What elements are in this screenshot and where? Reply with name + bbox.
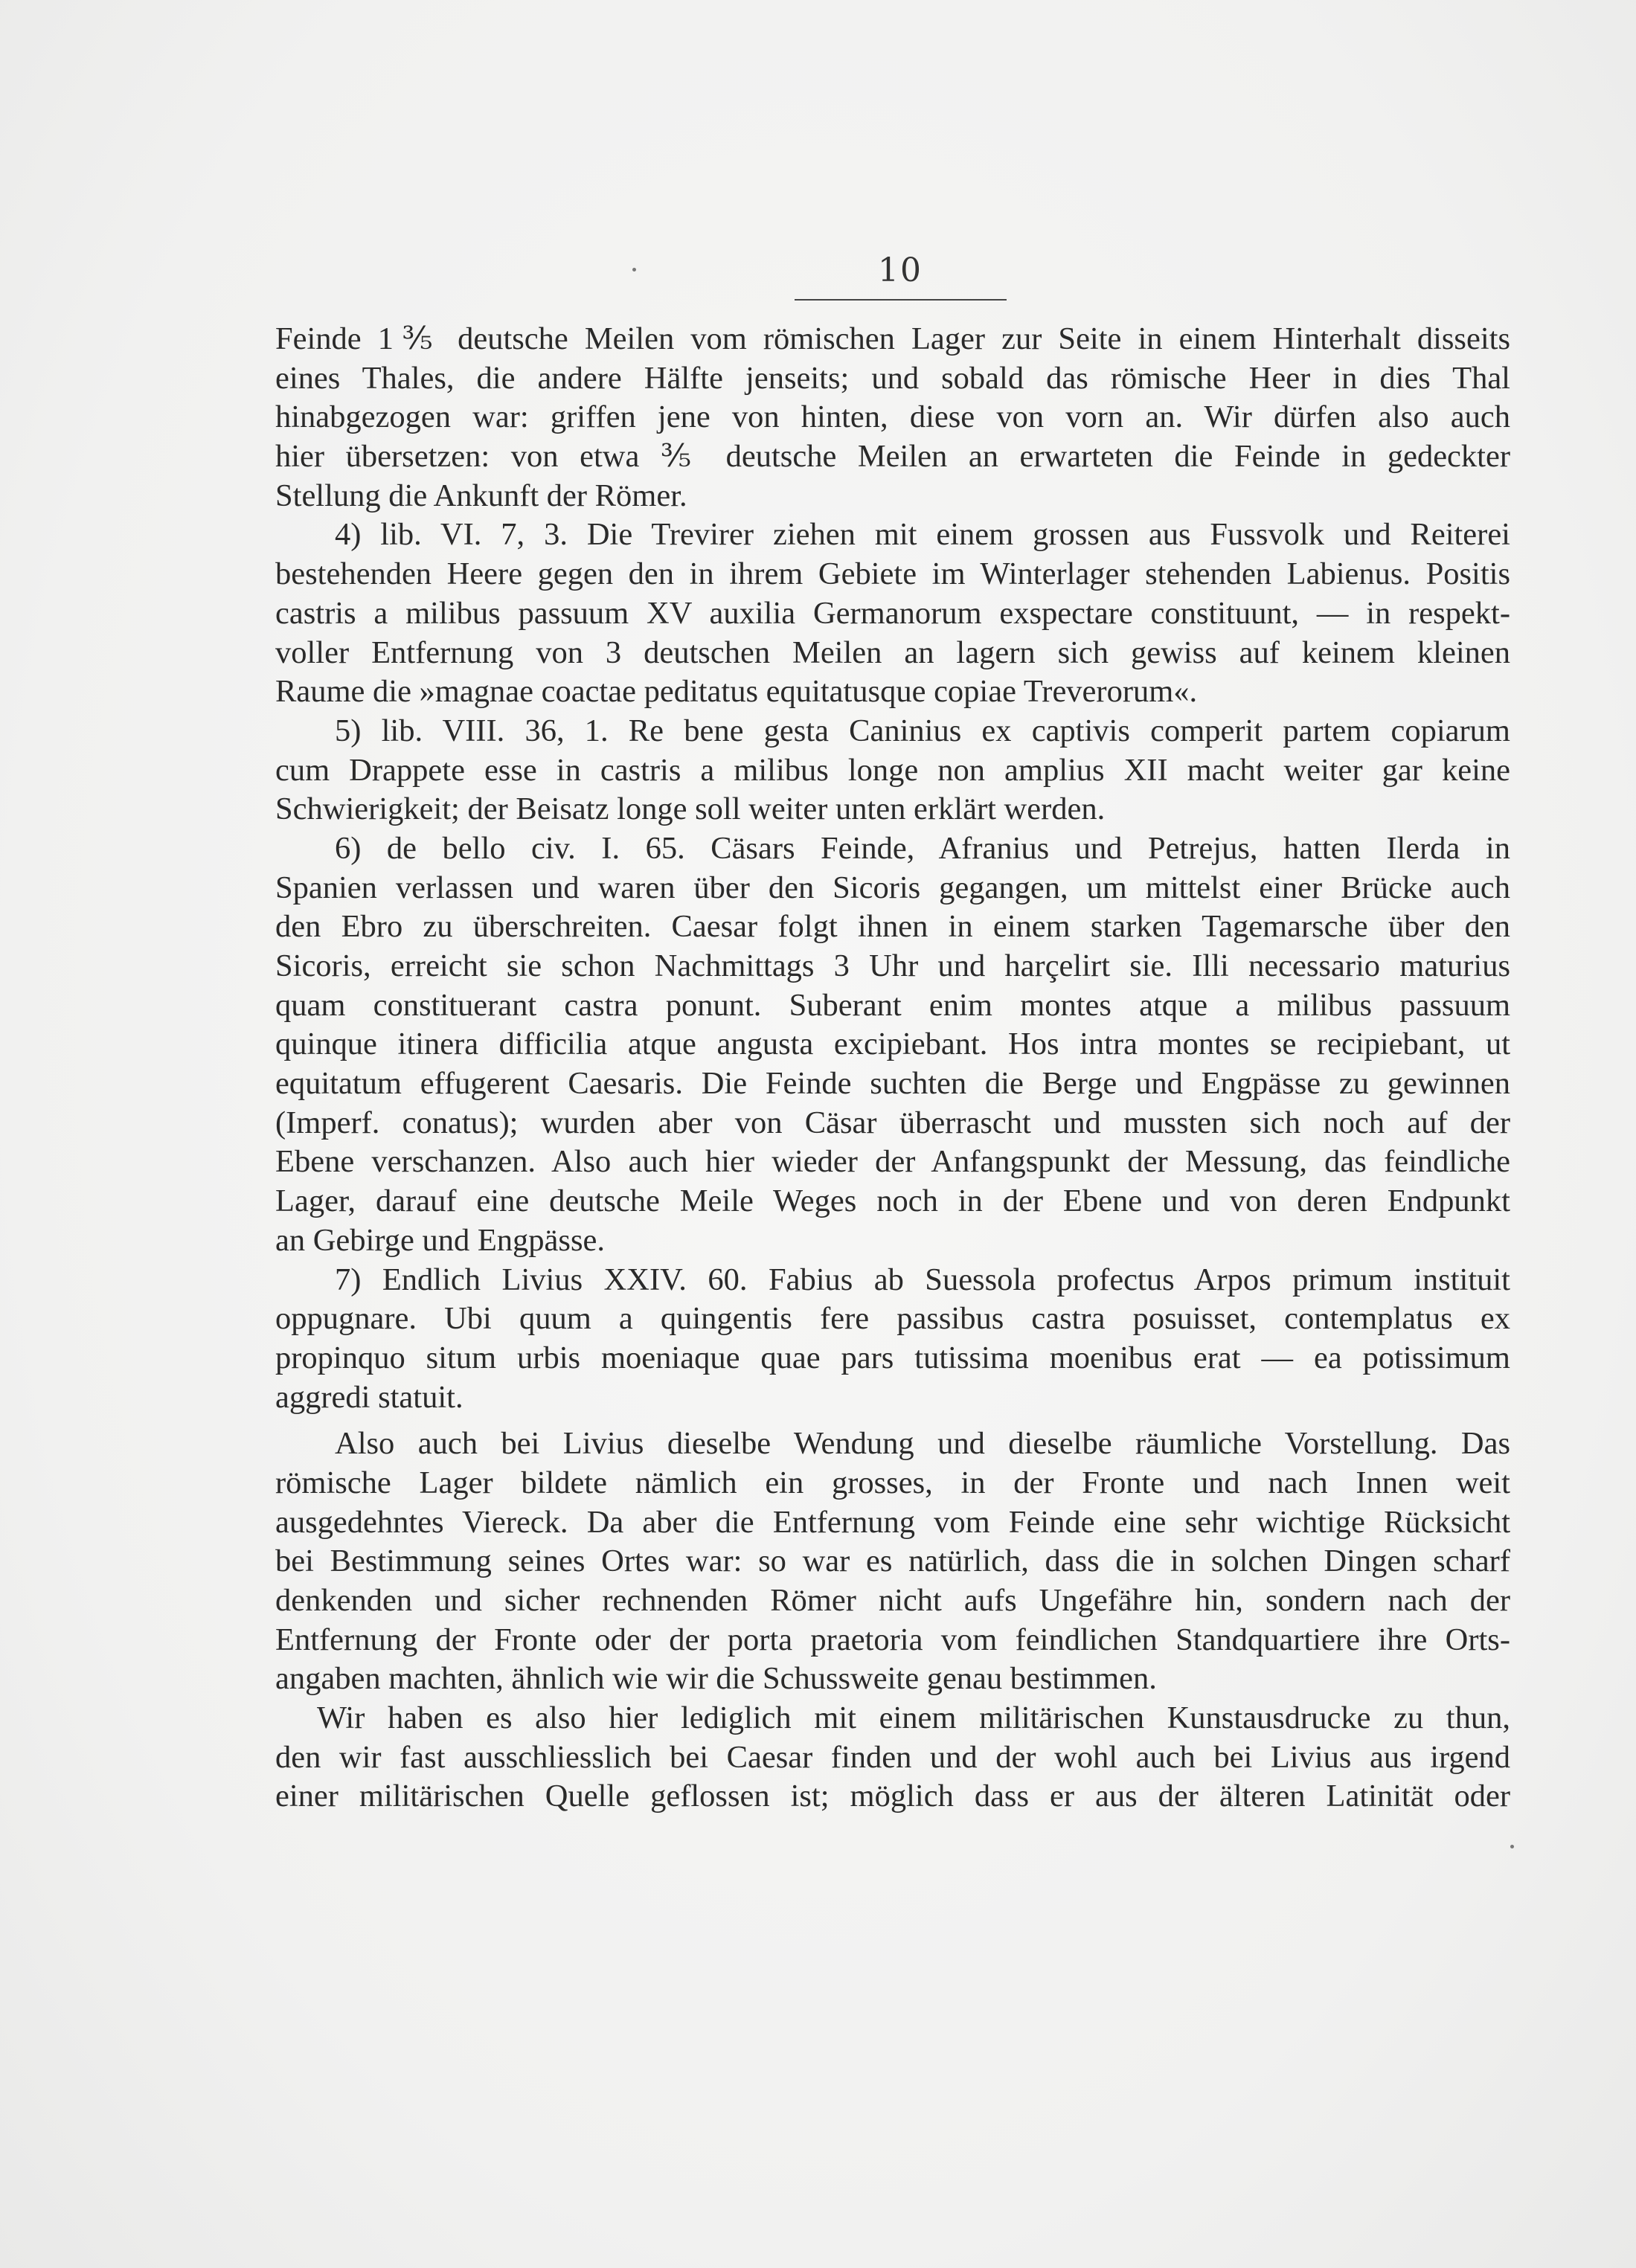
text-line: cum Drappete esse in castris a milibus longe non amplius XII macht weiter gar keine [275, 752, 1510, 788]
text-line: einer militärischen Quelle geflossen ist; möglich dass er aus der älteren Latinität oder [275, 1779, 1510, 1814]
text-line: equitatum effugerent Caesaris. Die Feinde suchten die Berge und Engpässe zu gewinnen [275, 1066, 1510, 1102]
text-line: oppugnare. Ubi quum a quingentis fere passibus castra posuisset, contemplatus ex [275, 1301, 1510, 1337]
text-line: aggredi statuit. [275, 1379, 463, 1415]
text-line: Wir haben es also hier lediglich mit einem militärischen Kunstausdrucke zu thun, [317, 1700, 1510, 1736]
text-line: Sicoris, erreicht sie schon Nachmittags 3 Uhr und harçelirt sie. Illi necessario maturius [275, 948, 1510, 983]
text-line: eines Thales, die andere Hälfte jenseits; und sobald das römische Heer in dies Thal [275, 360, 1510, 396]
text-line: Ebene verschanzen. Also auch hier wieder der Anfangspunkt der Messung, das feindliche [275, 1144, 1510, 1180]
text-line: Stellung die Ankunft der Römer. [275, 478, 687, 513]
text-line: 7) Endlich Livius XXIV. 60. Fabius ab Suessola profectus Arpos primum instituit [335, 1262, 1510, 1297]
text-line: 6) de bello civ. I. 65. Cäsars Feinde, Afranius und Petrejus, hatten Ilerda in [335, 830, 1510, 866]
text-line: bei Bestimmung seines Ortes war: so war es natürlich, dass die in solchen Dingen scharf [275, 1543, 1510, 1579]
text-line: Also auch bei Livius dieselbe Wendung und dieselbe räumliche Vorstellung. Das [335, 1426, 1510, 1462]
text-line: Raume die »magnae coactae peditatus equitatusque copiae Treverorum«. [275, 674, 1198, 710]
text-line: den wir fast ausschliesslich bei Caesar finden und der wohl auch bei Livius aus irgend [275, 1739, 1510, 1775]
text-line: Schwierigkeit; der Beisatz longe soll weiter unten erklärt werden. [275, 791, 1106, 827]
text-line: ausgedehntes Viereck. Da aber die Entfernung vom Feinde eine sehr wichtige Rücksicht [275, 1504, 1510, 1540]
body-text [275, 320, 1510, 1816]
speck-mark [632, 268, 636, 272]
text-line: Lager, darauf eine deutsche Meile Weges noch in der Ebene und von deren Endpunkt [275, 1183, 1510, 1219]
text-line: angaben machten, ähnlich wie wir die Schussweite genau bestimmen. [275, 1661, 1157, 1697]
text-line: voller Entfernung von 3 deutschen Meilen an lagern sich gewiss auf keinem kleinen [275, 635, 1510, 670]
text-line: propinquo situm urbis moeniaque quae pars tutissima moenibus erat — ea potissimum [275, 1340, 1510, 1375]
text-line: hinabgezogen war: griffen jene von hinten, diese von vorn an. Wir dürfen also auch [275, 399, 1510, 435]
text-line: 4) lib. VI. 7, 3. Die Trevirer ziehen mit einem grossen aus Fussvolk und Reiterei [335, 517, 1510, 553]
text-line: (Imperf. conatus); wurden aber von Cäsar überrascht und mussten sich noch auf der [275, 1105, 1510, 1140]
text-line: bestehenden Heere gegen den in ihrem Gebiete im Winterlager stehenden Labienus. Positis [275, 556, 1510, 592]
text-line: den Ebro zu überschreiten. Caesar folgt ihnen in einem starken Tagemarsche über den [275, 909, 1510, 945]
text-line: an Gebirge und Engpässe. [275, 1222, 605, 1258]
text-line: Feinde 1⅗ deutsche Meilen vom römischen Lager zur Seite in einem Hinterhalt disseits [275, 321, 1510, 356]
text-line: quam constituerant castra ponunt. Suberant enim montes atque a milibus passuum [275, 987, 1510, 1023]
text-line: römische Lager bildete nämlich ein grosses, in der Fronte und nach Innen weit [275, 1465, 1510, 1500]
text-line: castris a milibus passuum XV auxilia Germanorum exspectare constituunt, — in respekt- [275, 595, 1510, 631]
text-line: denkenden und sicher rechnenden Römer nicht aufs Ungefähre hin, sondern nach der [275, 1583, 1510, 1618]
text-line: Spanien verlassen und waren über den Sicoris gegangen, um mittelst einer Brücke auch [275, 870, 1510, 905]
text-line: hier übersetzen: von etwa ⅗ deutsche Meilen an erwarteten die Feinde in gedeckter [275, 439, 1510, 475]
text-line: 5) lib. VIII. 36, 1. Re bene gesta Caninius ex captivis comperit partem copiarum [335, 713, 1510, 748]
text-line: Entfernung der Fronte oder der porta praetoria vom feindlichen Standquartiere ihre Orts- [275, 1622, 1510, 1657]
text-line: quinque itinera difficilia atque angusta excipiebant. Hos intra montes se recipiebant, ut [275, 1027, 1510, 1062]
header-rule [795, 299, 1007, 301]
speck-mark [1510, 1845, 1514, 1848]
page-number: 10 [878, 251, 923, 289]
